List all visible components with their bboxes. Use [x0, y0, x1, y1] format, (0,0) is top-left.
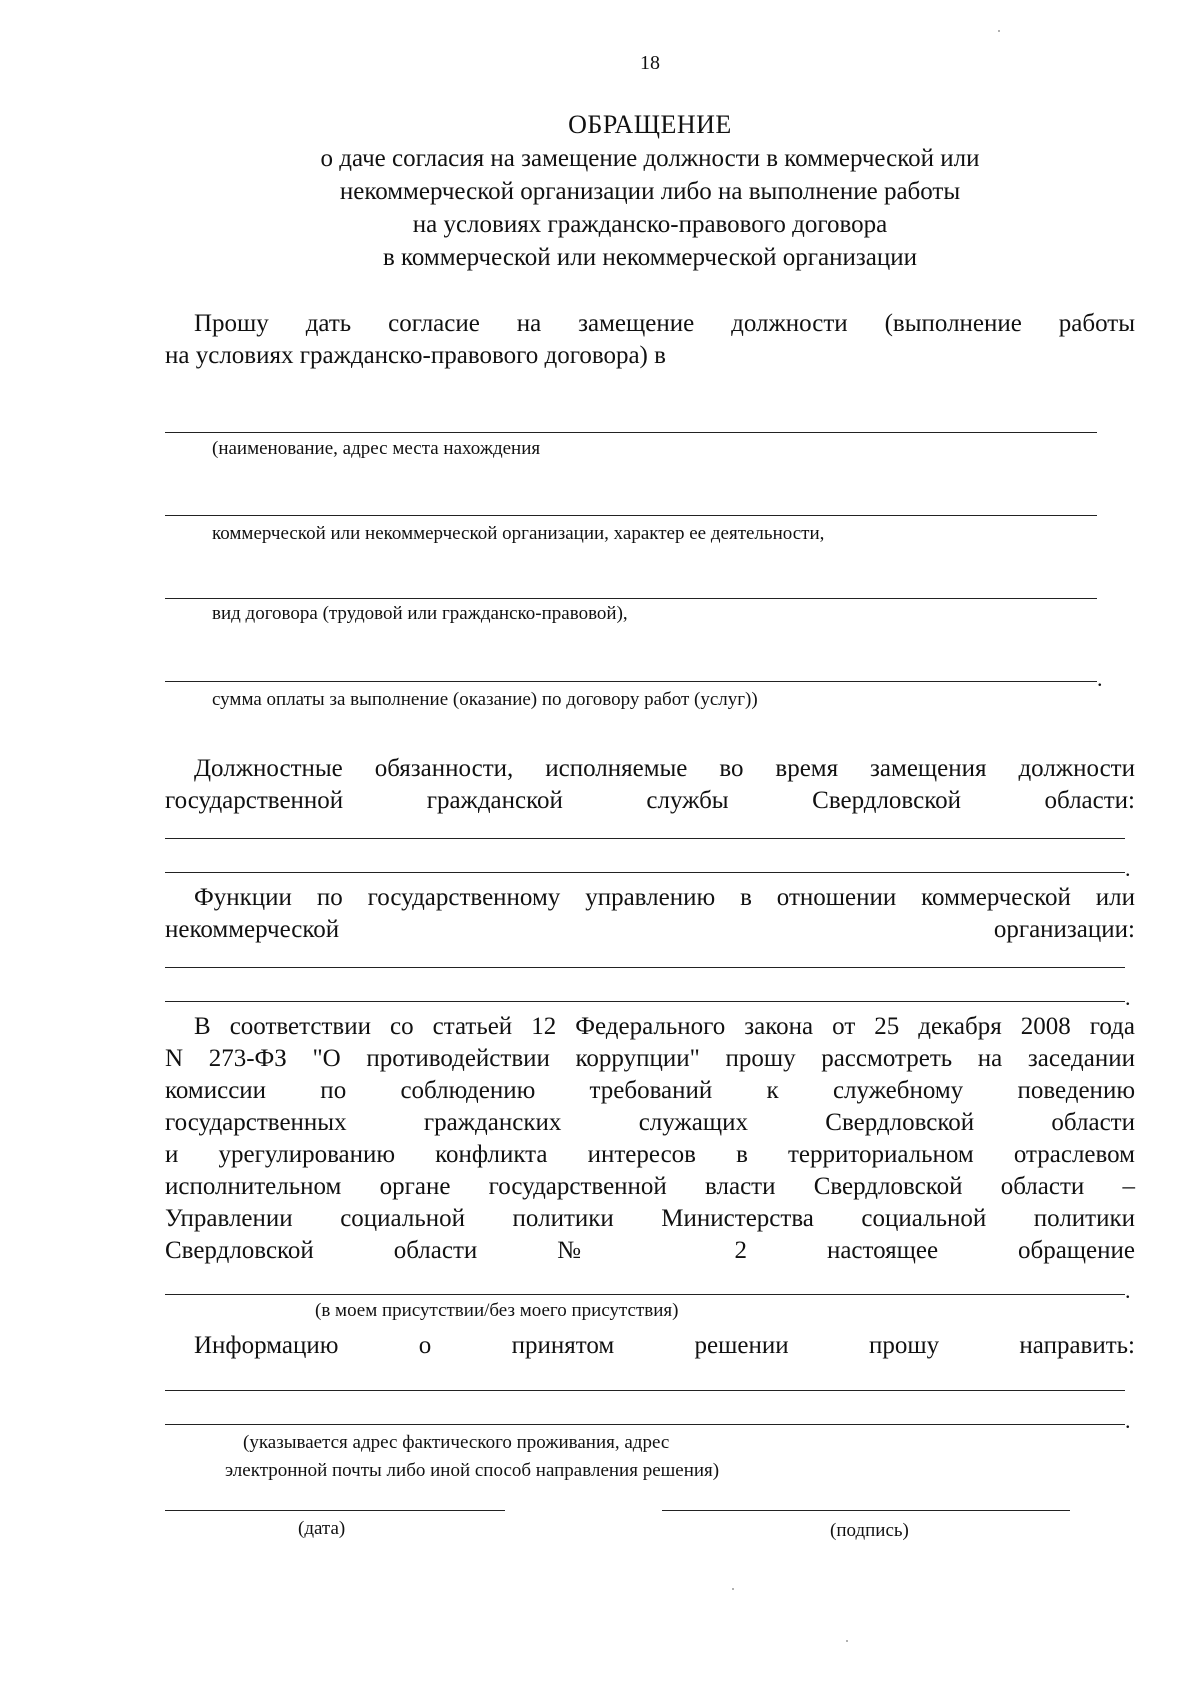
law-line: N 273-ФЗ "О противодействии коррупции" прошу рассмотреть на заседании: [165, 1045, 1135, 1072]
info-field-2[interactable]: [165, 1424, 1125, 1425]
contract-type-field[interactable]: [165, 598, 1097, 599]
payment-amount-field[interactable]: [165, 681, 1097, 682]
period-mark: .: [1097, 666, 1103, 691]
duties-field-1[interactable]: [165, 838, 1125, 839]
date-label: (дата): [298, 1518, 346, 1539]
request-line-1: Прошу дать согласие на замещение должности (выполнение работы: [194, 310, 1135, 337]
scan-speck: [732, 1588, 734, 1590]
functions-field-2[interactable]: [165, 1001, 1125, 1002]
org-hint-2: коммерческой или некоммерческой организации, характер ее деятельности,: [212, 523, 825, 544]
org-name-field[interactable]: [165, 432, 1097, 433]
signature-label: (подпись): [830, 1520, 909, 1541]
request-paragraph: [165, 308, 1135, 372]
duties-field-2[interactable]: [165, 872, 1125, 873]
subtitle-line: о даче согласия на замещение должности в коммерческой или: [320, 145, 980, 172]
org-hint-1: (наименование, адрес места нахождения: [212, 438, 541, 459]
period-mark: .: [1125, 1408, 1131, 1433]
info-field-1[interactable]: [165, 1390, 1125, 1391]
law-line: и урегулированию конфликта интересов в территориальном отраслевом: [165, 1141, 1135, 1168]
period-mark: .: [1125, 856, 1131, 881]
period-mark: .: [1125, 1278, 1131, 1303]
document-subtitle: [0, 142, 1200, 274]
law-line: В соответствии со статьей 12 Федерального закона от 25 декабря 2008 года: [194, 1013, 1135, 1040]
page-number: 18: [640, 52, 660, 74]
scan-speck: [846, 1640, 848, 1642]
law-line: комиссии по соблюдению требований к служебному поведению: [165, 1077, 1135, 1104]
address-hint-1: (указывается адрес фактического проживания, адрес: [243, 1432, 670, 1453]
org-activity-field[interactable]: [165, 515, 1097, 516]
law-paragraph: [165, 1011, 1135, 1267]
functions-field-1[interactable]: [165, 967, 1125, 968]
functions-line-1: Функции по государственному управлению в отношении коммерческой или: [194, 884, 1135, 911]
presence-field[interactable]: [165, 1294, 1125, 1295]
info-line: Информацию о принятом решении прошу направить:: [194, 1332, 1135, 1359]
subtitle-line: на условиях гражданско-правового договора: [412, 211, 888, 238]
duties-line-1: Должностные обязанности, исполняемые во время замещения должности: [194, 755, 1135, 782]
functions-paragraph: [165, 882, 1135, 946]
law-line: Свердловской области № 2 настоящее обращение: [165, 1237, 1135, 1264]
presence-hint: (в моем присутствии/без моего присутствия): [315, 1300, 679, 1321]
address-hint-2: электронной почты либо иной способ направления решения): [225, 1460, 720, 1481]
functions-line-2-end: организации:: [993, 916, 1135, 943]
duties-paragraph: [165, 753, 1135, 817]
date-field[interactable]: [165, 1510, 505, 1511]
org-hint-3: вид договора (трудовой или гражданско-правовой),: [212, 603, 628, 624]
functions-line-2: [165, 914, 1135, 946]
org-hint-4: сумма оплаты за выполнение (оказание) по договору работ (услуг)): [212, 689, 758, 710]
functions-line-2-start: некоммерческой: [165, 916, 340, 943]
subtitle-line: некоммерческой организации либо на выполнение работы: [339, 178, 961, 205]
signature-field[interactable]: [662, 1510, 1070, 1511]
scan-speck: [998, 30, 1000, 32]
subtitle-line: в коммерческой или некоммерческой организации: [382, 244, 918, 271]
law-line: исполнительном органе государственной власти Свердловской области –: [165, 1173, 1135, 1200]
period-mark: .: [1125, 985, 1131, 1010]
document-title: ОБРАЩЕНИЕ: [568, 110, 732, 139]
law-line: Управлении социальной политики Министерства социальной политики: [165, 1205, 1135, 1232]
duties-line-2: государственной гражданской службы Свердловской области:: [165, 787, 1135, 814]
law-line: государственных гражданских служащих Свердловской области: [165, 1109, 1135, 1136]
request-line-2: на условиях гражданско-правового договора) в: [165, 342, 666, 369]
info-paragraph: [165, 1330, 1135, 1362]
